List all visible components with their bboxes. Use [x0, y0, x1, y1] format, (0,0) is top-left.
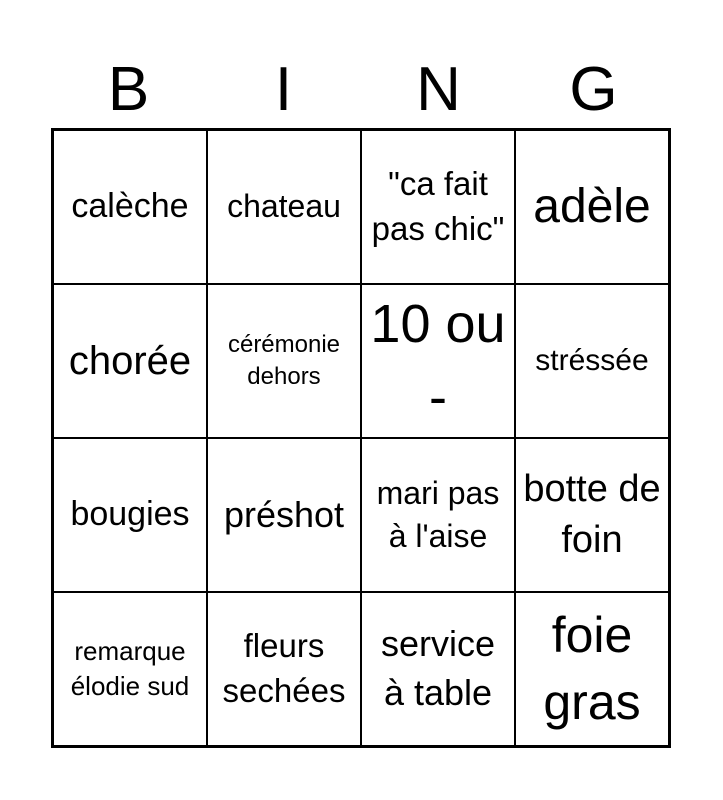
bingo-cell[interactable] [361, 592, 515, 746]
bingo-cell[interactable] [515, 130, 669, 284]
bingo-cell[interactable] [361, 284, 515, 438]
bingo-cell[interactable] [515, 284, 669, 438]
bingo-cell-text: préshot [223, 493, 345, 535]
bingo-cell[interactable] [207, 438, 361, 592]
bingo-cell-text: chorée [68, 339, 192, 383]
bingo-cell-text: service à table [380, 623, 496, 713]
bingo-cell[interactable] [515, 438, 669, 592]
bingo-cell-text: calèche [71, 187, 189, 226]
bingo-cell-text: botte de foin [523, 467, 661, 561]
bingo-board [51, 128, 671, 748]
bingo-cell-text: cérémonie dehors [227, 330, 341, 390]
header-letter-g: G [569, 55, 618, 124]
bingo-cell-text: 10 ou - [370, 294, 506, 427]
bingo-cell-text: "ca fait pas chic" [371, 165, 505, 247]
bingo-cell[interactable] [207, 592, 361, 746]
bingo-cell-text: fleurs sechées [222, 627, 346, 709]
bingo-cell[interactable] [53, 284, 207, 438]
bingo-cell-text: foie gras [543, 606, 641, 730]
bingo-header [51, 52, 671, 128]
header-letter-b: B [107, 55, 150, 124]
bingo-cell[interactable] [207, 284, 361, 438]
bingo-cell[interactable] [361, 130, 515, 284]
bingo-cell-text: mari pas à l'aise [376, 474, 500, 554]
bingo-cell[interactable] [207, 130, 361, 284]
bingo-cell-text: remarque élodie sud [70, 635, 190, 701]
bingo-cell-text: stréssée [535, 343, 649, 377]
bingo-cell-text: bougies [70, 495, 190, 534]
header-letter-n: N [416, 55, 461, 124]
bingo-cell-text: adèle [533, 179, 651, 233]
bingo-cell[interactable] [53, 130, 207, 284]
bingo-cell[interactable] [53, 438, 207, 592]
bingo-cell[interactable] [515, 592, 669, 746]
bingo-cell[interactable] [53, 592, 207, 746]
bingo-cell-text: chateau [227, 188, 341, 225]
bingo-cell[interactable] [361, 438, 515, 592]
header-letter-i: I [274, 55, 293, 124]
